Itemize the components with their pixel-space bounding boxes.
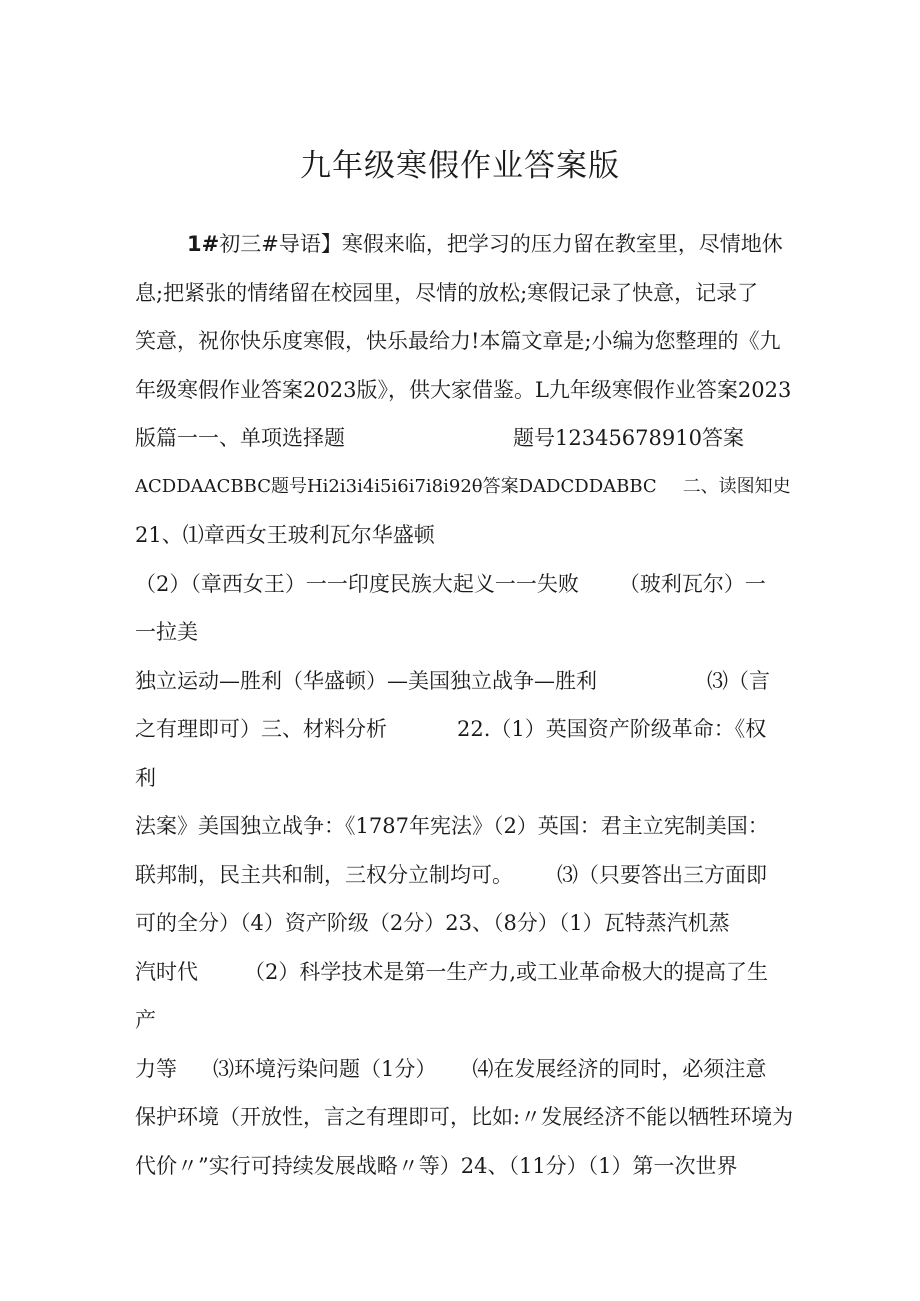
line-text: 保护环境（开放性，言之有理即可，比如:〃发展经济不能以牺牲环境为 — [135, 1105, 794, 1129]
paragraph-line — [135, 560, 795, 609]
line-text: ⑶（言 — [707, 668, 770, 693]
line-text: 利 — [135, 765, 156, 790]
paragraph-line — [135, 220, 795, 269]
line-text: 力等 — [135, 1056, 177, 1081]
line-text: 21、⑴章西女王玻利瓦尔华盛顿 — [135, 523, 435, 547]
line-text: 一拉美 — [135, 620, 198, 644]
line-text: 息;把紧张的情绪留在校园里，尽情的放松;寒假记录了快意，记录了 — [135, 280, 759, 305]
paragraph-line — [135, 463, 795, 512]
paragraph-line — [135, 414, 795, 463]
document-body — [135, 220, 795, 1190]
line-text: 年级寒假作业答案2023版》，供大家借鉴。L九年级寒假作业答案2023 — [135, 377, 792, 402]
paragraph-line — [135, 608, 795, 657]
line-text: 笑意，祝你快乐度寒假，快乐最给力!本篇文章是;小编为您整理的《九 — [135, 329, 781, 353]
paragraph-line — [135, 317, 795, 366]
line-text: 1# — [187, 232, 220, 256]
line-text: （2）（章西女王）一一印度民族大起义一一失败 — [135, 571, 579, 596]
line-text: ⑶环境污染问题（1分） — [213, 1056, 437, 1081]
paragraph-line — [135, 366, 795, 415]
paragraph-line — [135, 754, 795, 803]
line-text: ACDDAACBBC题号Hi2i3i4i5i6i7i8i92θ答案DADCDDABBC — [135, 475, 657, 497]
paragraph-line — [135, 511, 795, 560]
line-text: 独立运动—胜利（华盛顿）—美国独立战争—胜利 — [135, 668, 597, 693]
paragraph-line — [135, 899, 795, 948]
line-text: （玻利瓦尔）一 — [618, 571, 766, 596]
line-text: 法案》美国独立战争：《1787年宪法》（2）英国：君主立宪制美国： — [135, 814, 769, 838]
paragraph-line — [135, 1142, 795, 1191]
paragraph-line — [135, 948, 795, 997]
line-text: 代价〃”实行可持续发展战略〃等）24、（11分）（1）第一次世界 — [135, 1153, 738, 1178]
document-title: 九年级寒假作业答案版 — [300, 148, 620, 184]
line-text: （2）科学技术是第一生产力,或工业革命极大的提高了生 — [244, 959, 769, 984]
line-text: 产 — [135, 1008, 156, 1032]
line-text: 22.（1）英国资产阶级革命：《权 — [457, 717, 767, 741]
line-text: 汽时代 — [135, 959, 198, 984]
paragraph-line — [135, 705, 795, 754]
line-text: 可的全分）（4）资产阶级（2分）23、（8分）（1）瓦特蒸汽机蒸 — [135, 911, 730, 935]
line-text: 联邦制，民主共和制，三权分立制均可。 — [135, 862, 513, 887]
line-text: 版篇一一、单项选择题 — [135, 426, 345, 450]
line-text: ⑷在发展经济的同时，必须注意 — [472, 1056, 767, 1081]
paragraph-line — [135, 851, 795, 900]
paragraph-line — [135, 1045, 795, 1094]
line-text: 二、读图知史 — [682, 475, 791, 497]
line-text: 初三#导语】寒假来临，把学习的压力留在教室里，尽情地休 — [219, 232, 783, 256]
line-text: ⑶（只要答出三方面即 — [557, 862, 767, 887]
paragraph-line — [135, 802, 795, 851]
paragraph-line — [135, 269, 795, 318]
line-text: 之有理即可）三、材料分析 — [135, 717, 387, 741]
line-text: 题号12345678910答案 — [513, 426, 744, 450]
paragraph-line — [135, 657, 795, 706]
paragraph-line — [135, 996, 795, 1045]
paragraph-line — [135, 1093, 795, 1142]
